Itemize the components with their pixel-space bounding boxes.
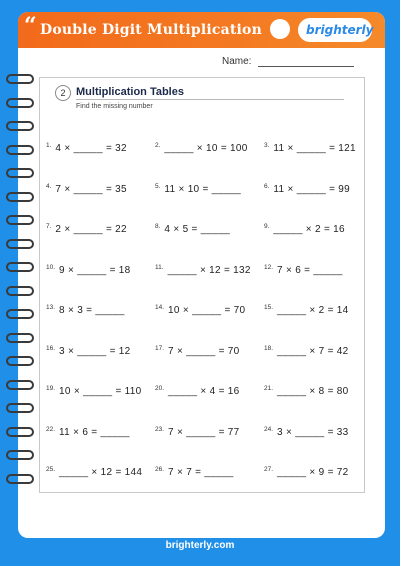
circle-icon <box>270 19 290 39</box>
problem-number: 13. <box>46 304 56 311</box>
binding-ring <box>6 450 34 460</box>
problem-number: 1. <box>46 142 52 149</box>
problem-item <box>155 220 230 234</box>
binding-ring <box>6 309 34 319</box>
binding-ring <box>6 262 34 272</box>
problem-item <box>155 463 234 477</box>
binding-ring <box>6 403 34 413</box>
section-subtitle: Find the missing number <box>76 103 153 110</box>
problem-equation: _____ × 9 = 72 <box>277 467 349 478</box>
problem-equation: 7 × 7 = _____ <box>168 467 234 478</box>
problem-item <box>46 220 127 234</box>
problem-number: 8. <box>155 223 161 230</box>
problem-equation: _____ × 2 = 14 <box>277 305 349 316</box>
problem-equation: 10 × _____ = 110 <box>59 386 142 397</box>
problem-equation: _____ × 10 = 100 <box>164 143 248 154</box>
binding-ring <box>6 145 34 155</box>
binding-ring <box>6 98 34 108</box>
problem-number: 25. <box>46 466 56 473</box>
binding-ring <box>6 239 34 249</box>
problem-equation: 11 × 10 = _____ <box>164 184 242 195</box>
binding-ring <box>6 192 34 202</box>
binding-ring <box>6 333 34 343</box>
problem-number: 2. <box>155 142 161 149</box>
problem-equation: _____ × 12 = 144 <box>59 467 143 478</box>
problem-item <box>46 342 131 356</box>
problem-item <box>155 423 240 437</box>
problem-equation: 9 × _____ = 18 <box>59 265 131 276</box>
problem-item <box>155 139 248 153</box>
problem-number: 14. <box>155 304 165 311</box>
binding-ring <box>6 121 34 131</box>
problem-number: 23. <box>155 426 165 433</box>
problem-equation: 4 × 5 = _____ <box>164 224 231 235</box>
problem-equation: 7 × _____ = 35 <box>55 184 127 195</box>
problem-equation: 10 × _____ = 70 <box>168 305 246 316</box>
problem-item <box>46 139 127 153</box>
problem-item <box>46 382 142 396</box>
problem-equation: _____ × 8 = 80 <box>277 386 349 397</box>
problem-item <box>264 180 350 194</box>
problem-item <box>46 463 142 477</box>
problem-equation: 11 × _____ = 99 <box>273 184 351 195</box>
binding-ring <box>6 215 34 225</box>
problem-item <box>264 261 343 275</box>
binding-ring <box>6 356 34 366</box>
problem-item <box>46 301 125 315</box>
binding-ring <box>6 427 34 437</box>
problem-number: 4. <box>46 183 52 190</box>
problem-item <box>46 261 131 275</box>
problem-equation: 7 × _____ = 70 <box>168 346 240 357</box>
problem-number: 16. <box>46 345 56 352</box>
problem-number: 22. <box>46 426 56 433</box>
problem-number: 11. <box>155 264 164 271</box>
binding-ring <box>6 168 34 178</box>
brand-logo: brighterly <box>306 23 374 37</box>
problem-item <box>264 423 349 437</box>
problem-item <box>264 301 349 315</box>
problem-equation: 2 × _____ = 22 <box>55 224 127 235</box>
problem-number: 9. <box>264 223 270 230</box>
problem-number: 18. <box>264 345 274 352</box>
problem-equation: 3 × _____ = 12 <box>59 346 131 357</box>
problem-item <box>46 180 127 194</box>
name-label: Name: <box>222 56 252 67</box>
problem-number: 26. <box>155 466 165 473</box>
problem-item <box>264 139 356 153</box>
problem-number: 19. <box>46 385 56 392</box>
problem-number: 20. <box>155 385 165 392</box>
problem-number: 27. <box>264 466 274 473</box>
problem-number: 24. <box>264 426 274 433</box>
problem-number: 12. <box>264 264 274 271</box>
problem-item <box>46 423 130 437</box>
problem-item <box>155 342 240 356</box>
problem-equation: 7 × 6 = _____ <box>277 265 343 276</box>
problem-equation: _____ × 12 = 132 <box>167 265 251 276</box>
problem-number: 6. <box>264 183 270 190</box>
problem-equation: 4 × _____ = 32 <box>55 143 127 154</box>
problem-number: 17. <box>155 345 165 352</box>
problem-number: 7. <box>46 223 52 230</box>
problem-item <box>155 301 245 315</box>
quote-icon: “ <box>24 13 37 39</box>
problem-equation: _____ × 7 = 42 <box>277 346 349 357</box>
section-divider <box>76 99 344 100</box>
problem-item <box>264 382 349 396</box>
problem-equation: 11 × 6 = _____ <box>59 427 130 438</box>
problem-equation: _____ × 4 = 16 <box>168 386 240 397</box>
problem-item <box>264 220 345 234</box>
problem-equation: 11 × _____ = 121 <box>273 143 356 154</box>
problem-number: 5. <box>155 183 161 190</box>
problem-item <box>264 342 349 356</box>
problem-number: 21. <box>264 385 274 392</box>
problem-item <box>264 463 349 477</box>
problem-equation: 3 × _____ = 33 <box>277 427 349 438</box>
problem-number: 10. <box>46 264 56 271</box>
problem-equation: _____ × 2 = 16 <box>273 224 345 235</box>
section-number: 2 <box>55 85 71 101</box>
binding-ring <box>6 474 34 484</box>
name-field-line <box>258 66 354 67</box>
problem-item <box>155 382 240 396</box>
problem-item <box>155 261 251 275</box>
worksheet-title: Double Digit Multiplication <box>40 22 262 38</box>
footer-url: brighterly.com <box>165 540 235 551</box>
problem-item <box>155 180 241 194</box>
binding-ring <box>6 380 34 390</box>
problem-equation: 8 × 3 = _____ <box>59 305 125 316</box>
problem-number: 15. <box>264 304 274 311</box>
problem-number: 3. <box>264 142 270 149</box>
section-title: Multiplication Tables <box>76 86 184 98</box>
problem-equation: 7 × _____ = 77 <box>168 427 240 438</box>
binding-ring <box>6 286 34 296</box>
binding-ring <box>6 74 34 84</box>
